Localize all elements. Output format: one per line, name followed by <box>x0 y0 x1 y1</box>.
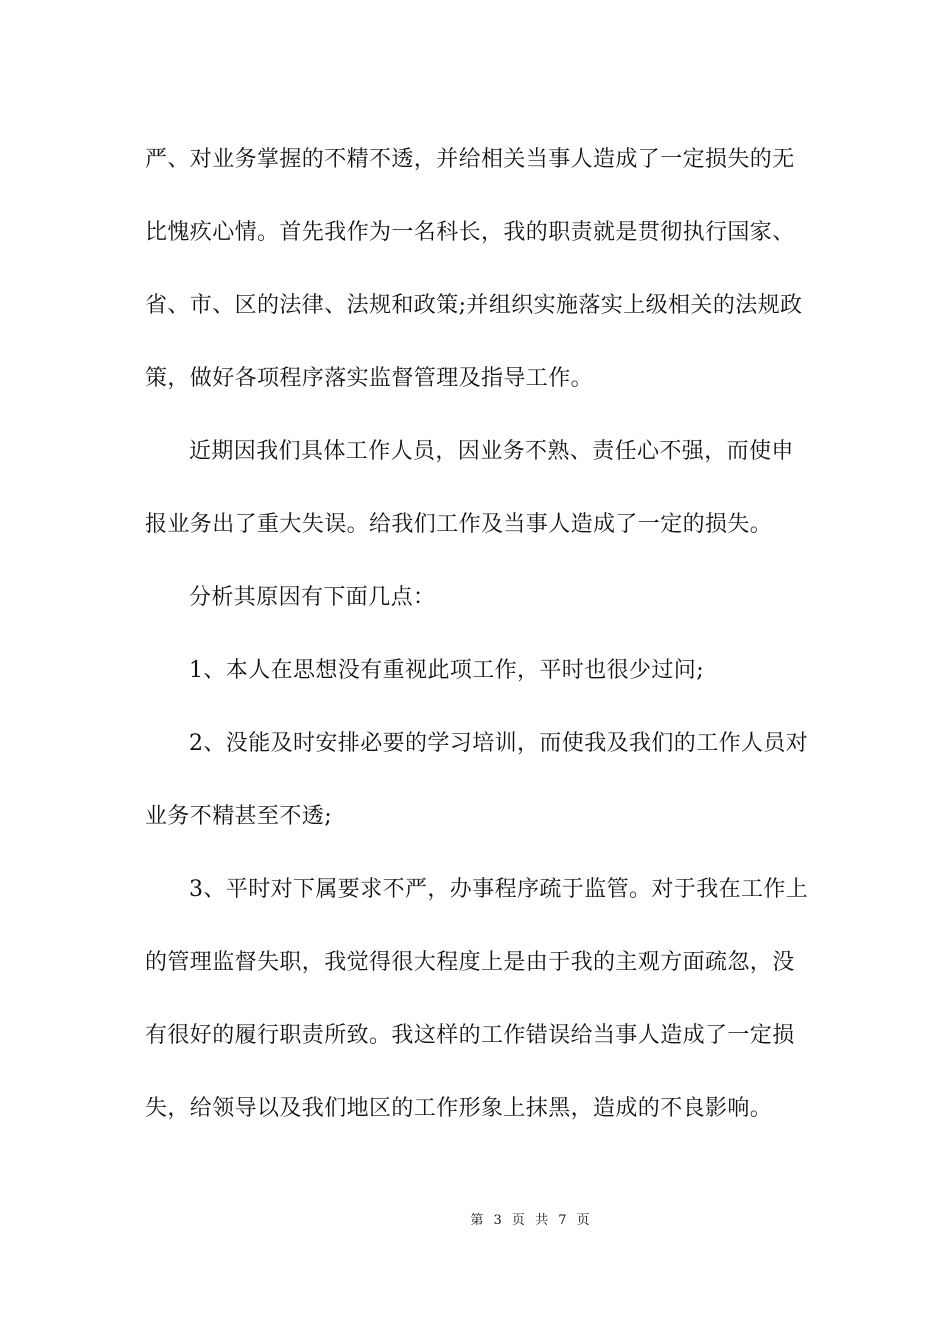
text-line: 比愧疚心情。首先我作为一名科长，我的职责就是贯彻执行国家、 <box>145 220 795 245</box>
page-label: 第 <box>470 1213 484 1228</box>
text-line: 1、本人在思想没有重视此项工作，平时也很少过问; <box>189 658 705 683</box>
text-line: 失，给领导以及我们地区的工作形象上抹黑，造成的不良影响。 <box>145 1096 773 1121</box>
text-line: 近期因我们具体工作人员，因业务不熟、责任心不强，而使申 <box>189 439 794 464</box>
text-line: 省、市、区的法律、法规和政策;并组织实施落实上级相关的法规政 <box>145 293 803 318</box>
text-line: 业务不精甚至不透; <box>145 804 333 829</box>
page-footer <box>0 1212 950 1230</box>
page-unit-label: 页 <box>511 1213 525 1228</box>
text-line: 3、平时对下属要求不严，办事程序疏于监管。对于我在工作上 <box>189 877 809 902</box>
total-pages-number: 7 <box>558 1213 567 1228</box>
text-line: 的管理监督失职，我觉得很大程度上是由于我的主观方面疏忽，没 <box>145 950 795 975</box>
text-line: 策，做好各项程序落实监督管理及指导工作。 <box>145 366 594 391</box>
total-label: 共 <box>535 1213 549 1228</box>
total-unit-label: 页 <box>576 1213 590 1228</box>
text-line: 2、没能及时安排必要的学习培训，而使我及我们的工作人员对 <box>189 731 809 756</box>
text-line: 严、对业务掌握的不精不透，并给相关当事人造成了一定损失的无 <box>145 147 795 172</box>
text-line: 分析其原因有下面几点： <box>189 585 436 610</box>
current-page-number: 3 <box>493 1213 502 1228</box>
text-line: 有很好的履行职责所致。我这样的工作错误给当事人造成了一定损 <box>145 1023 795 1048</box>
text-line: 报业务出了重大失误。给我们工作及当事人造成了一定的损失。 <box>145 512 773 537</box>
